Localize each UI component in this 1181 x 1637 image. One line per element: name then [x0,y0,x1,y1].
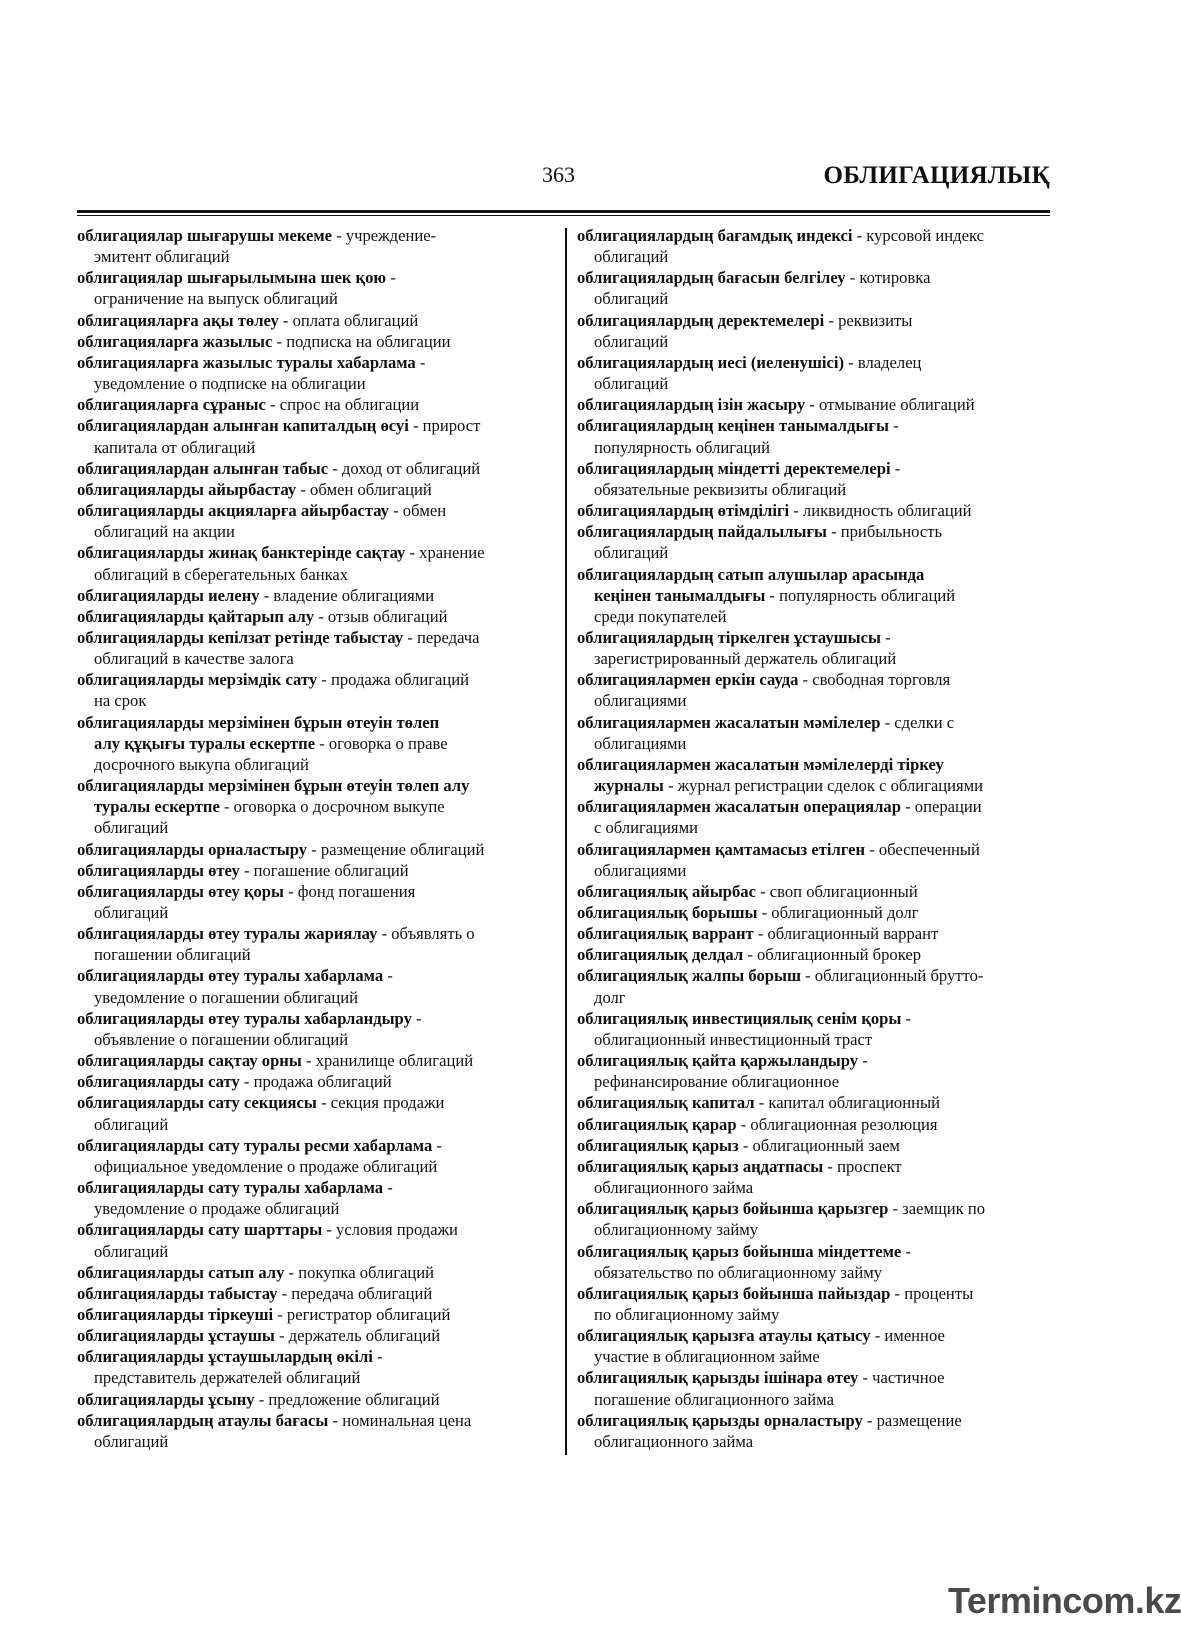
entry-term: облигациялық борышы [577,903,758,922]
entry-term-continued: кеңінен танымалдығы [594,585,766,605]
dictionary-entry [577,1050,1049,1092]
entry-term: облигациялық қарыз бойынша міндеттеме [577,1241,902,1261]
entry-definition: - облигационный варрант [753,924,939,944]
dictionary-entry [77,310,549,331]
dictionary-entry [77,923,549,965]
entry-definition: - котировка [845,268,931,288]
entry-definition: - частичное [858,1368,945,1388]
entry-definition: - проценты [890,1283,974,1303]
dictionary-entry [77,775,549,838]
entry-definition: рефинансирование облигационное [594,1072,840,1092]
entry-term: облигацияларды өтеу туралы хабарлама [77,966,384,986]
entry-definition: - облигационный брутто- [800,966,984,986]
dictionary-entry [577,1092,1049,1113]
entry-term: облигациялармен жасалатын мәмілелер [577,712,881,732]
entry-definition: - [901,1008,912,1028]
dictionary-entry [577,1198,1049,1240]
entry-definition: - [372,1347,383,1367]
dictionary-entry [577,1241,1049,1283]
entry-definition: уведомление о продаже облигаций [94,1199,340,1219]
entry-term: облигациялар шығарылымына шек қою [77,268,387,288]
dictionary-entry [577,712,1049,754]
entry-term: облигациялармен еркін сауда [577,670,799,690]
dictionary-entry [77,1262,549,1283]
entry-definition: - держатель облигаций [274,1326,441,1346]
entry-term: облигацияларды сатып алу [77,1262,285,1282]
site-logo [948,1580,1181,1626]
entry-definition: - размещение облигаций [307,839,485,859]
dictionary-entry [577,627,1049,669]
entry-term: облигацияларды орналастыру [77,839,308,859]
entry-term: облигацияларды сату секциясы [77,1093,317,1113]
entry-term: облигацияларды ұстаушы [77,1326,275,1346]
dictionary-entry [577,1410,1049,1452]
entry-definition: погашении облигаций [94,945,251,965]
entry-term: облигацияларды айырбастау [77,479,297,499]
entry-definition: облигациями [594,860,687,880]
entry-definition: - капитал облигационный [754,1093,941,1113]
dictionary-entry [577,352,1049,394]
page-header [77,158,1050,208]
entry-definition: - продажа облигаций [239,1072,392,1092]
entry-term: облигацияларды тіркеуші [77,1304,274,1324]
entry-term: облигациялардың иесі (иеленушісі) [577,352,845,372]
entry-term: облигациялардың кеңінен танымалдығы [577,416,889,436]
entry-term: облигациялық инвестициялық сенім қоры [577,1008,902,1028]
entry-definition: - владение облигациями [259,585,435,605]
entry-definition: среди покупателей [594,606,727,626]
dictionary-entry [577,225,1049,267]
entry-term: облигациялық қарыз аңдатпасы [577,1156,824,1176]
entry-definition: - фонд погашения [283,881,416,901]
entry-definition: - отзыв облигаций [314,606,448,626]
entry-term: облигацияларды қайтарып алу [77,606,315,626]
entry-term: облигацияларды ұстаушылардың өкілі [77,1347,373,1367]
dictionary-entry [577,521,1049,563]
header-rule-thin [77,215,1050,216]
dictionary-entry [77,1092,549,1134]
dictionary-entry [577,754,1049,796]
entry-definition: облигационный инвестиционный траст [594,1029,873,1049]
dictionary-entry [77,606,549,627]
entry-term: облигациялардың міндетті деректемелері [577,458,891,478]
entry-definition: зарегистрированный держатель облигаций [594,649,897,669]
entry-definition: - оплата облигаций [278,310,419,330]
dictionary-entry [577,965,1049,1007]
entry-definition: облигаций [594,247,669,267]
entry-definition: - свободная торговля [798,670,951,690]
entry-definition: облигационного займа [594,1431,754,1451]
entry-term: облигацияларды мерзімінен бұрын өтеуін төлеп алу [77,776,470,796]
entry-definition: - погашение облигаций [239,860,409,880]
entry-term: облигацияларға сұраныс [77,395,266,415]
dictionary-entry [577,415,1049,457]
entry-term: облигацияларды сату [77,1072,240,1092]
entry-definition: - хранилище облигаций [301,1051,474,1071]
entry-definition: облигаций [594,374,669,394]
dictionary-entry [77,881,549,923]
entry-term: облигацияларға жазылыс [77,331,273,351]
dictionary-entry [77,1304,549,1325]
entry-definition: - учреждение- [332,226,437,245]
entry-term: облигацияларды өтеу қоры [77,881,284,901]
dictionary-entry [77,1050,549,1071]
dictionary-entry [577,669,1049,711]
entry-definition: - журнал регистрации сделок с облигациями [663,776,984,796]
entry-definition: на срок [94,691,147,711]
entry-term: облигациялық қарыз [577,1135,739,1155]
entry-definition: популярность облигаций [594,437,771,457]
dictionary-entry [77,542,549,584]
entry-definition: облигациями [594,691,687,711]
entry-definition: - прирост [408,416,481,436]
dictionary-entry [77,479,549,500]
column-divider [565,228,567,1455]
dictionary-entry [77,1177,549,1219]
dictionary-entry [577,923,1049,944]
entry-term: облигациялық капитал [577,1093,755,1113]
dictionary-entry [77,1135,549,1177]
entry-definition: облигационного займа [594,1178,754,1198]
entry-definition: - прибыльность [826,522,943,542]
entry-term: облигацияларды өтеу туралы жариялау [77,924,378,944]
entry-definition: уведомление о погашении облигаций [94,987,359,1007]
entry-definition: - популярность облигаций [765,585,956,605]
entry-definition: - ликвидность облигаций [789,501,972,521]
entry-definition: - покупка облигаций [284,1262,435,1282]
entry-definition: - передача облигаций [277,1283,433,1303]
dictionary-entry [577,1135,1049,1156]
dictionary-entry [577,564,1049,627]
entry-term: облигациялық қарызға атаулы қатысу [577,1326,871,1346]
entry-definition: - [890,458,901,478]
entry-term: облигациялық жалпы борыш [577,966,801,986]
entry-term: облигацияларды табыстау [77,1283,278,1303]
dictionary-entry [77,500,549,542]
entry-definition: облигациями [594,733,687,753]
dictionary-entry [77,394,549,415]
entry-term: облигациялардың деректемелері [577,310,825,330]
dictionary-entry [77,712,549,775]
entry-definition: - [386,268,396,288]
dictionary-entry [77,352,549,394]
dictionary-entry [577,1114,1049,1135]
dictionary-entry [577,1283,1049,1325]
entry-definition: по облигационному займу [594,1304,780,1324]
entry-definition: - обмен облигаций [296,479,432,499]
entry-definition: - [901,1241,911,1261]
entry-definition: официальное уведомление о продаже облигаций [94,1156,438,1176]
entry-term-continued: туралы ескертпе [94,797,220,817]
entry-term: облигациялармен жасалатын операциялар [577,797,901,817]
entry-term-continued: алу құқығы туралы ескертпе [94,733,316,753]
entry-definition: с облигациями [594,818,698,838]
entry-definition: - [383,1178,393,1198]
entry-definition: - сделки с [880,712,955,732]
entry-definition: облигаций [94,818,169,838]
entry-definition: объявление о погашении облигаций [94,1029,349,1049]
entry-definition: - хранение [405,543,485,563]
entry-term: облигациялармен қамтамасыз етілген [577,839,866,859]
entry-term: облигациялық қарызды орналастыру [577,1410,863,1430]
header-rule-thick [77,210,1050,213]
entry-term: облигацияларды иелену [77,585,260,605]
entry-term: облигацияларды сату шарттары [77,1220,323,1240]
dictionary-entry [577,1156,1049,1198]
dictionary-entry [577,1325,1049,1367]
entry-definition: капитала от облигаций [94,437,256,457]
entry-definition: уведомление о подписке на облигации [94,374,366,394]
entry-definition: - [415,352,426,372]
dictionary-entry [77,458,549,479]
dictionary-entry [77,1389,549,1410]
entry-definition: - облигационная резолюция [736,1114,938,1134]
entry-definition: - условия продажи [322,1220,458,1240]
entry-definition: - номинальная цена [328,1410,472,1430]
entry-term: облигацияларға ақы төлеу [77,310,279,330]
dictionary-entry [77,1325,549,1346]
entry-definition: - [880,627,891,647]
entry-definition: - облигационный долг [757,903,919,922]
dictionary-entry [577,944,1049,965]
entry-definition: - доход от облигаций [328,458,481,478]
entry-definition: облигаций [594,289,669,309]
entry-term: облигациялармен жасалатын мәмілелерді тіркеу [577,754,944,774]
entry-definition: - обеспеченный [865,839,980,859]
entry-term: облигацияларды сақтау орны [77,1051,302,1071]
entry-definition: облигаций [94,1431,169,1451]
entry-definition: представитель держателей облигаций [94,1368,361,1388]
right-column [577,225,1049,1452]
dictionary-entry [77,1346,549,1388]
entry-definition: досрочного выкупа облигаций [94,754,309,774]
entry-definition: долг [594,987,626,1007]
entry-term: облигациялық қарызды ішінара өтеу [577,1368,859,1388]
entry-definition: - именное [870,1326,945,1346]
entry-definition: - секция продажи [316,1093,445,1113]
entry-definition: облигаций на акции [94,522,235,542]
dictionary-entry [577,267,1049,309]
entry-term: облигациялардан алынған табыс [77,458,329,478]
dictionary-entry [577,881,1049,902]
entry-term: облигациялардың тіркелген ұстаушысы [577,627,881,647]
running-head: ОБЛИГАЦИЯЛЫҚ [823,162,1050,189]
entry-definition: обязательные реквизиты облигаций [594,479,847,499]
entry-term: облигацияларды ұсыну [77,1389,255,1409]
entry-definition: - реквизиты [824,310,913,330]
entry-definition: - спрос на облигации [265,395,420,415]
entry-definition: ограничение на выпуск облигаций [94,289,338,309]
entry-definition: - [858,1051,868,1071]
entry-term-continued: журналы [594,776,664,796]
entry-term: облигациялардың атаулы бағасы [77,1410,329,1430]
dictionary-entry [77,585,549,606]
entry-term: облигациялардың ізін жасыру [577,395,806,415]
dictionary-entry [577,394,1049,415]
entry-term: облигацияларды өтеу туралы хабарландыру [77,1008,412,1028]
entry-term: облигациялардың өтімділігі [577,501,790,521]
dictionary-entry [77,1410,549,1452]
entry-definition: - [411,1008,422,1028]
entry-term: облигациялық қарар [577,1114,737,1134]
entry-term: облигацияларды жинақ банктерінде сақтау [77,543,406,563]
entry-definition: облигаций [594,331,669,351]
left-column [77,225,549,1452]
entry-definition: обязательство по облигационному займу [594,1262,883,1282]
site-logo-text: Termincom.kz [948,1580,1181,1621]
dictionary-entry [77,1071,549,1092]
entry-definition: - облигационный брокер [743,945,922,965]
dictionary-entry [577,1367,1049,1409]
entry-term: облигациялардың сатып алушылар арасында [577,564,925,584]
entry-definition: - облигационный заем [738,1135,900,1155]
entry-definition: облигаций [594,543,669,563]
entry-term: облигацияларға жазылыс туралы хабарлама [77,352,416,372]
entry-definition: - [888,416,899,436]
dictionary-entry [77,1008,549,1050]
entry-definition: - регистратор облигаций [273,1304,451,1324]
dictionary-entry [77,1219,549,1261]
entry-definition: - операции [900,797,982,817]
dictionary-entry [77,225,549,267]
entry-term: облигациялық қарыз бойынша пайыздар [577,1283,891,1303]
entry-term: облигацияларды мерзімдік сату [77,670,318,690]
entry-term: облигациялық варрант [577,924,754,944]
entry-term: облигациялардан алынған капиталдың өсуі [77,416,409,436]
entry-term: облигацияларды кепілзат ретінде табыстау [77,627,404,647]
entry-definition: облигационному займу [594,1220,759,1240]
entry-term: облигациялық айырбас [577,881,756,901]
entry-term: облигациялардың бағасын белгілеу [577,268,846,288]
entry-definition: - обмен [388,501,447,521]
entry-term: облигациялық қарыз бойынша қарызгер [577,1199,889,1219]
entry-definition: - продажа облигаций [317,670,470,690]
dictionary-entry [77,860,549,881]
entry-term: облигациялар шығарушы мекеме [77,226,333,245]
entry-definition: - [383,966,393,986]
entry-definition: облигаций в сберегательных банках [94,564,349,584]
entry-term: облигацияларды өтеу [77,860,240,880]
dictionary-entry [77,627,549,669]
page-number: 363 [542,162,575,187]
entry-definition: - заемщик по [888,1199,985,1219]
dictionary-entry [577,500,1049,521]
dictionary-entry [77,331,549,352]
dictionary-entry [577,796,1049,838]
dictionary-entry [77,1283,549,1304]
dictionary-entry [577,310,1049,352]
entry-definition: - своп облигационный [755,881,918,901]
entry-definition: облигаций [94,1241,169,1261]
entry-term: облигацияларды акцияларға айырбастау [77,501,389,521]
entry-term: облигациялардың пайдалылығы [577,522,827,542]
entry-definition: - отмывание облигаций [805,395,975,415]
dictionary-entry [77,965,549,1007]
entry-term: облигацияларды мерзімінен бұрын өтеуін төлеп [77,712,440,732]
dictionary-entry [577,1008,1049,1050]
dictionary-entry [77,669,549,711]
entry-definition: - [432,1135,442,1155]
dictionary-entry [577,902,1049,923]
entry-definition: - владелец [844,352,922,372]
entry-definition: - оговорка о досрочном выкупе [219,797,445,817]
dictionary-entry [77,839,549,860]
dictionary-entry [77,415,549,457]
entry-definition: участие в облигационном займе [594,1347,820,1367]
entry-definition: - курсовой индекс [852,226,984,245]
entry-definition: эмитент облигаций [94,247,230,267]
entry-term: облигациялық қайта қаржыландыру [577,1051,859,1071]
entry-definition: - размещение [862,1410,962,1430]
entry-definition: - проспект [823,1156,902,1176]
entry-definition: облигаций [94,1114,169,1134]
entry-definition: - предложение облигаций [254,1389,440,1409]
entry-term: облигациялық делдал [577,945,744,965]
entry-definition: облигаций в качестве залога [94,649,294,669]
entry-term: облигацияларды сату туралы ресми хабарлама [77,1135,433,1155]
dictionary-entry [577,839,1049,881]
entry-definition: - подписка на облигации [272,331,451,351]
entry-definition: погашение облигационного займа [594,1389,834,1409]
entry-definition: - передача [403,627,480,647]
entry-definition: - объявлять о [377,924,475,944]
entry-definition: - оговорка о праве [315,733,448,753]
entry-term: облигациялардың бағамдық индексі [577,226,853,245]
dictionary-entry [77,267,549,309]
entry-definition: облигаций [94,903,169,922]
dictionary-entry [577,458,1049,500]
entry-term: облигацияларды сату туралы хабарлама [77,1178,384,1198]
